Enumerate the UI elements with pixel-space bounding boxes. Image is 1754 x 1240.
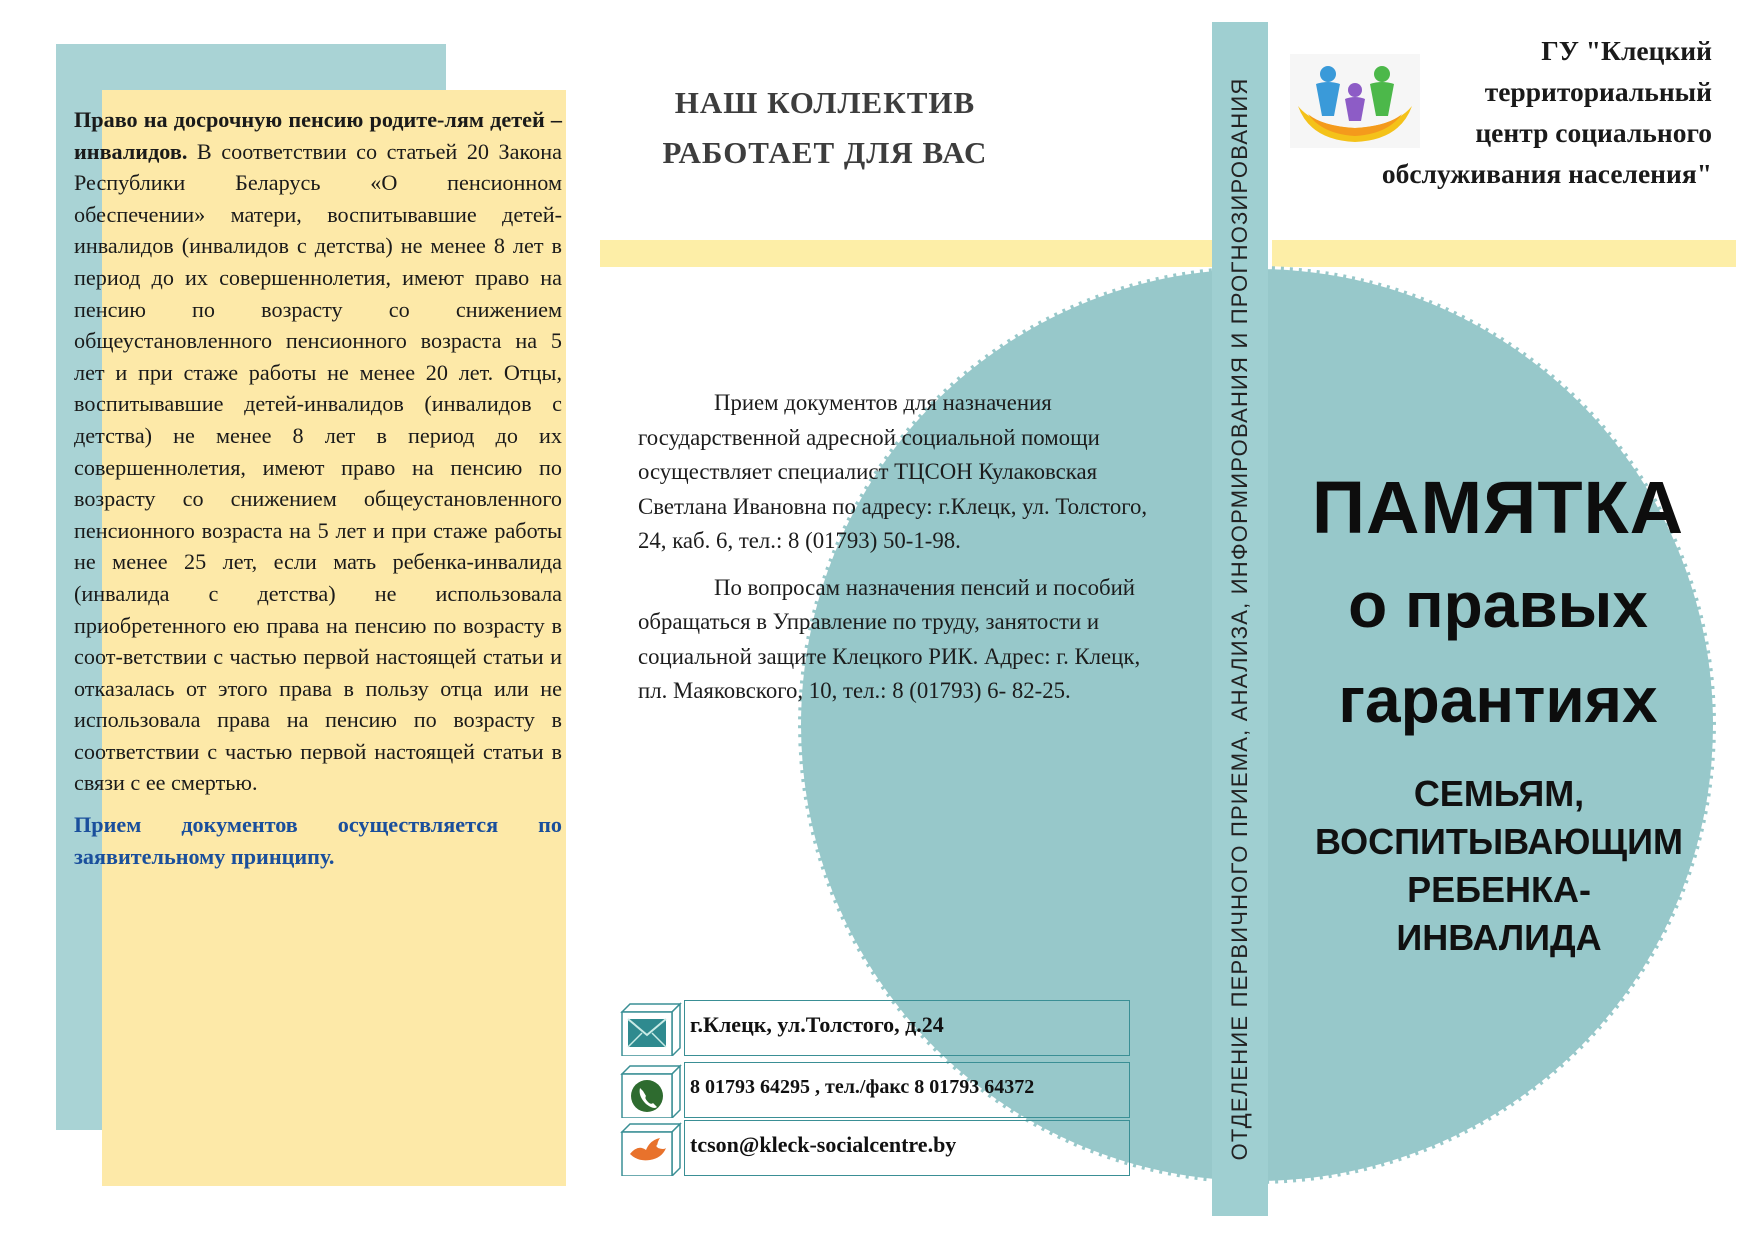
team-title-line1: НАШ КОЛЛЕКТИВ <box>674 85 976 120</box>
memo-title-line1: ПАМЯТКА <box>1311 466 1685 549</box>
memo-subtitle-line2: ВОСПИТЫВАЮЩИМ <box>1315 821 1683 862</box>
memo-subtitle-line4: ИНВАЛИДА <box>1396 917 1602 958</box>
memo-subtitle-line3: РЕБЕНКА- <box>1407 869 1591 910</box>
yellow-divider-right <box>1272 240 1736 267</box>
contact-phone-row <box>620 1062 1132 1118</box>
contact-address: г.Клецк, ул.Толстого, д.24 <box>690 1012 944 1037</box>
contact-email: tcson@kleck-socialcentre.by <box>690 1132 957 1157</box>
memo-title-line3: гарантиях <box>1338 664 1658 736</box>
pension-heading: Право на досрочную пенсию родите-лям детей – инвалидов. <box>74 107 562 164</box>
bird-icon <box>620 1122 682 1176</box>
memo-title <box>1260 460 1736 746</box>
team-title-line2: РАБОТАЕТ ДЛЯ ВАС <box>662 135 988 170</box>
assistance-paragraph: Прием документов для назначения государственной адресной социальной помощи осуществляет специалист ТЦСОН Кулаковская Светлана Ивановна по адресу: г.Клецк, ул. Толстого, 24, каб. 6, тел.: 8 (01793) 50-1-98. <box>638 390 1148 553</box>
contact-email-row <box>620 1120 1132 1176</box>
contact-phone: 8 01793 64295 , тел./факс 8 01793 64372 <box>690 1076 1035 1098</box>
organization-name <box>1290 30 1712 194</box>
yellow-divider-left <box>600 240 1212 267</box>
department-name: ОТДЕЛЕНИЕ ПЕРВИЧНОГО ПРИЕМА, АНАЛИЗА, ИНФОРМИРОВАНИЯ И ПРОГНОЗИРОВАНИЯ <box>1227 77 1252 1161</box>
org-line3: центр социального <box>1475 117 1712 148</box>
memo-title-line2: о правых <box>1348 569 1648 641</box>
team-title <box>600 78 1050 178</box>
middle-panel-text <box>638 386 1158 721</box>
org-line1: ГУ "Клецкий <box>1541 35 1712 66</box>
left-panel-text <box>74 104 562 872</box>
pension-office-paragraph: По вопросам назначения пенсий и пособий обращаться в Управление по труду, занятости и социальной защите Клецкого РИК. Адрес: г. Клецк, пл. Маяковского, 10, тел.: 8 (01793) 6- 82-25. <box>638 574 1141 703</box>
org-line4: обслуживания населения" <box>1381 158 1712 189</box>
pension-paragraph <box>74 104 562 799</box>
contact-address-row <box>620 1000 1132 1056</box>
memo-subtitle-line1: СЕМЬЯМ, <box>1413 773 1585 814</box>
application-note: Прием документов осуществляется по заявительному принципу. <box>74 812 562 869</box>
envelope-icon <box>620 1002 682 1056</box>
org-line2: территориальный <box>1484 76 1712 107</box>
phone-icon <box>620 1064 682 1118</box>
memo-subtitle <box>1262 770 1736 962</box>
pension-body: В соответствии со статьей 20 Закона Республики Беларусь «О пенсионном обеспечении» матери, воспитывавшие детей-инвалидов (инвалидов с детства) не менее 8 лет в период до их совершеннолетия, имеют право на пенсию по возрасту со снижением общеустановленного пенсионного возраста на 5 лет и при стаже работы не менее 20 лет. Отцы, воспитывавшие детей-инвалидов (инвалидов с детства) не менее 8 лет в период до их совершеннолетия, имеют право на пенсию по возрасту со снижением общеустановленного пенсионного возраста на 5 лет и при стаже работы не менее 25 лет, если мать ребенка-инвалида (инвалида с детства) не использовала приобретенного ею права на пенсию по возрасту в соот-ветствии с частью первой настоящей статьи и отказалась от этого права в пользу отца или не использовала права на пенсию по возрасту в соответствии с частью первой настоящей статьи в связи с ее смертью. <box>74 138 562 796</box>
